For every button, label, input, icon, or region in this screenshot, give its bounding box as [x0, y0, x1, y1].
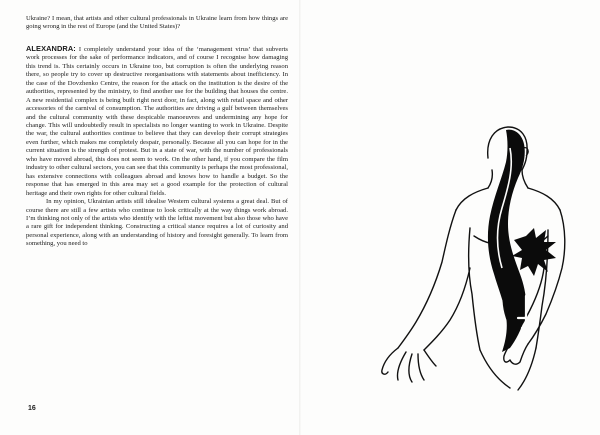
answer-paragraph-1-text: I completely understand your idea of the ‘management virus’ that subverts work processes for the sake of performance indicators, and of course I recognise how damaging this trend is. This certainly occurs in Ukraine too, but corruption is often the underlying reason there, so people try to cover up destructive reorganisations with statements about inefficiency. In the case of the Dovzhenko Centre, the reason for the attack on the institution is the desire of the authorities, represented by the ministry, to find another use for the building that houses the centre. A new residential complex is being built right next door, in fact, along with retail space and other accessories of the carnival of consumption. The authorities are driving a gulf between themselves and the cultural community with these despicable manoeuvres and undermining any hope for change. This will undoubtedly result in specialists no longer wanting to work in Ukraine. Despite the war, the cultural authorities continue to believe that they can develop their corrupt strategies even further, which makes me completely despair, personally. Because all you can hope for in the current situation is the strength of protest. But in a state of war, with the number of professionals who have moved abroad, this does not seem to work. On the other hand, if you compare the film industry to other cultural sectors, you can see that this community is perhaps the most professional, has extensive connections with colleagues abroad and knows how to handle a budget. So the response that has emerged in this area may set a good example for the protection of cultural heritage and their own rights for other cultural fields. — [26, 45, 288, 197]
left-arm-outline — [398, 210, 470, 350]
interview-question: Ukraine? I mean, that artists and other cultural professionals in Ukraine learn from how things are going wrong in the rest of Europe (and the United States)? — [26, 15, 288, 31]
interview-text — [26, 15, 288, 249]
wound-shape — [512, 228, 556, 276]
right-page — [300, 0, 600, 435]
answer-paragraph-2: In my opinion, Ukrainian artists still idealise Western cultural systems a great deal. But of course there are still a few artists who continue to look critically at the way things work abroad. I’m thinking not only of the artists who identify with the leftist movement but also those who have a rare gift for independent thinking. Constructing a critical stance requires a lot of curiosity and personal experience, along with an understanding of history and foresight generally. To learn from something, you need to — [26, 198, 288, 248]
page-number: 16 — [28, 405, 36, 412]
answer-paragraph-1 — [26, 45, 288, 198]
speaker-name: ALEXANDRA: — [26, 43, 76, 53]
figure-with-sword-illustration — [376, 118, 586, 398]
left-hand-outline — [382, 348, 436, 382]
hip-outline — [480, 348, 536, 390]
